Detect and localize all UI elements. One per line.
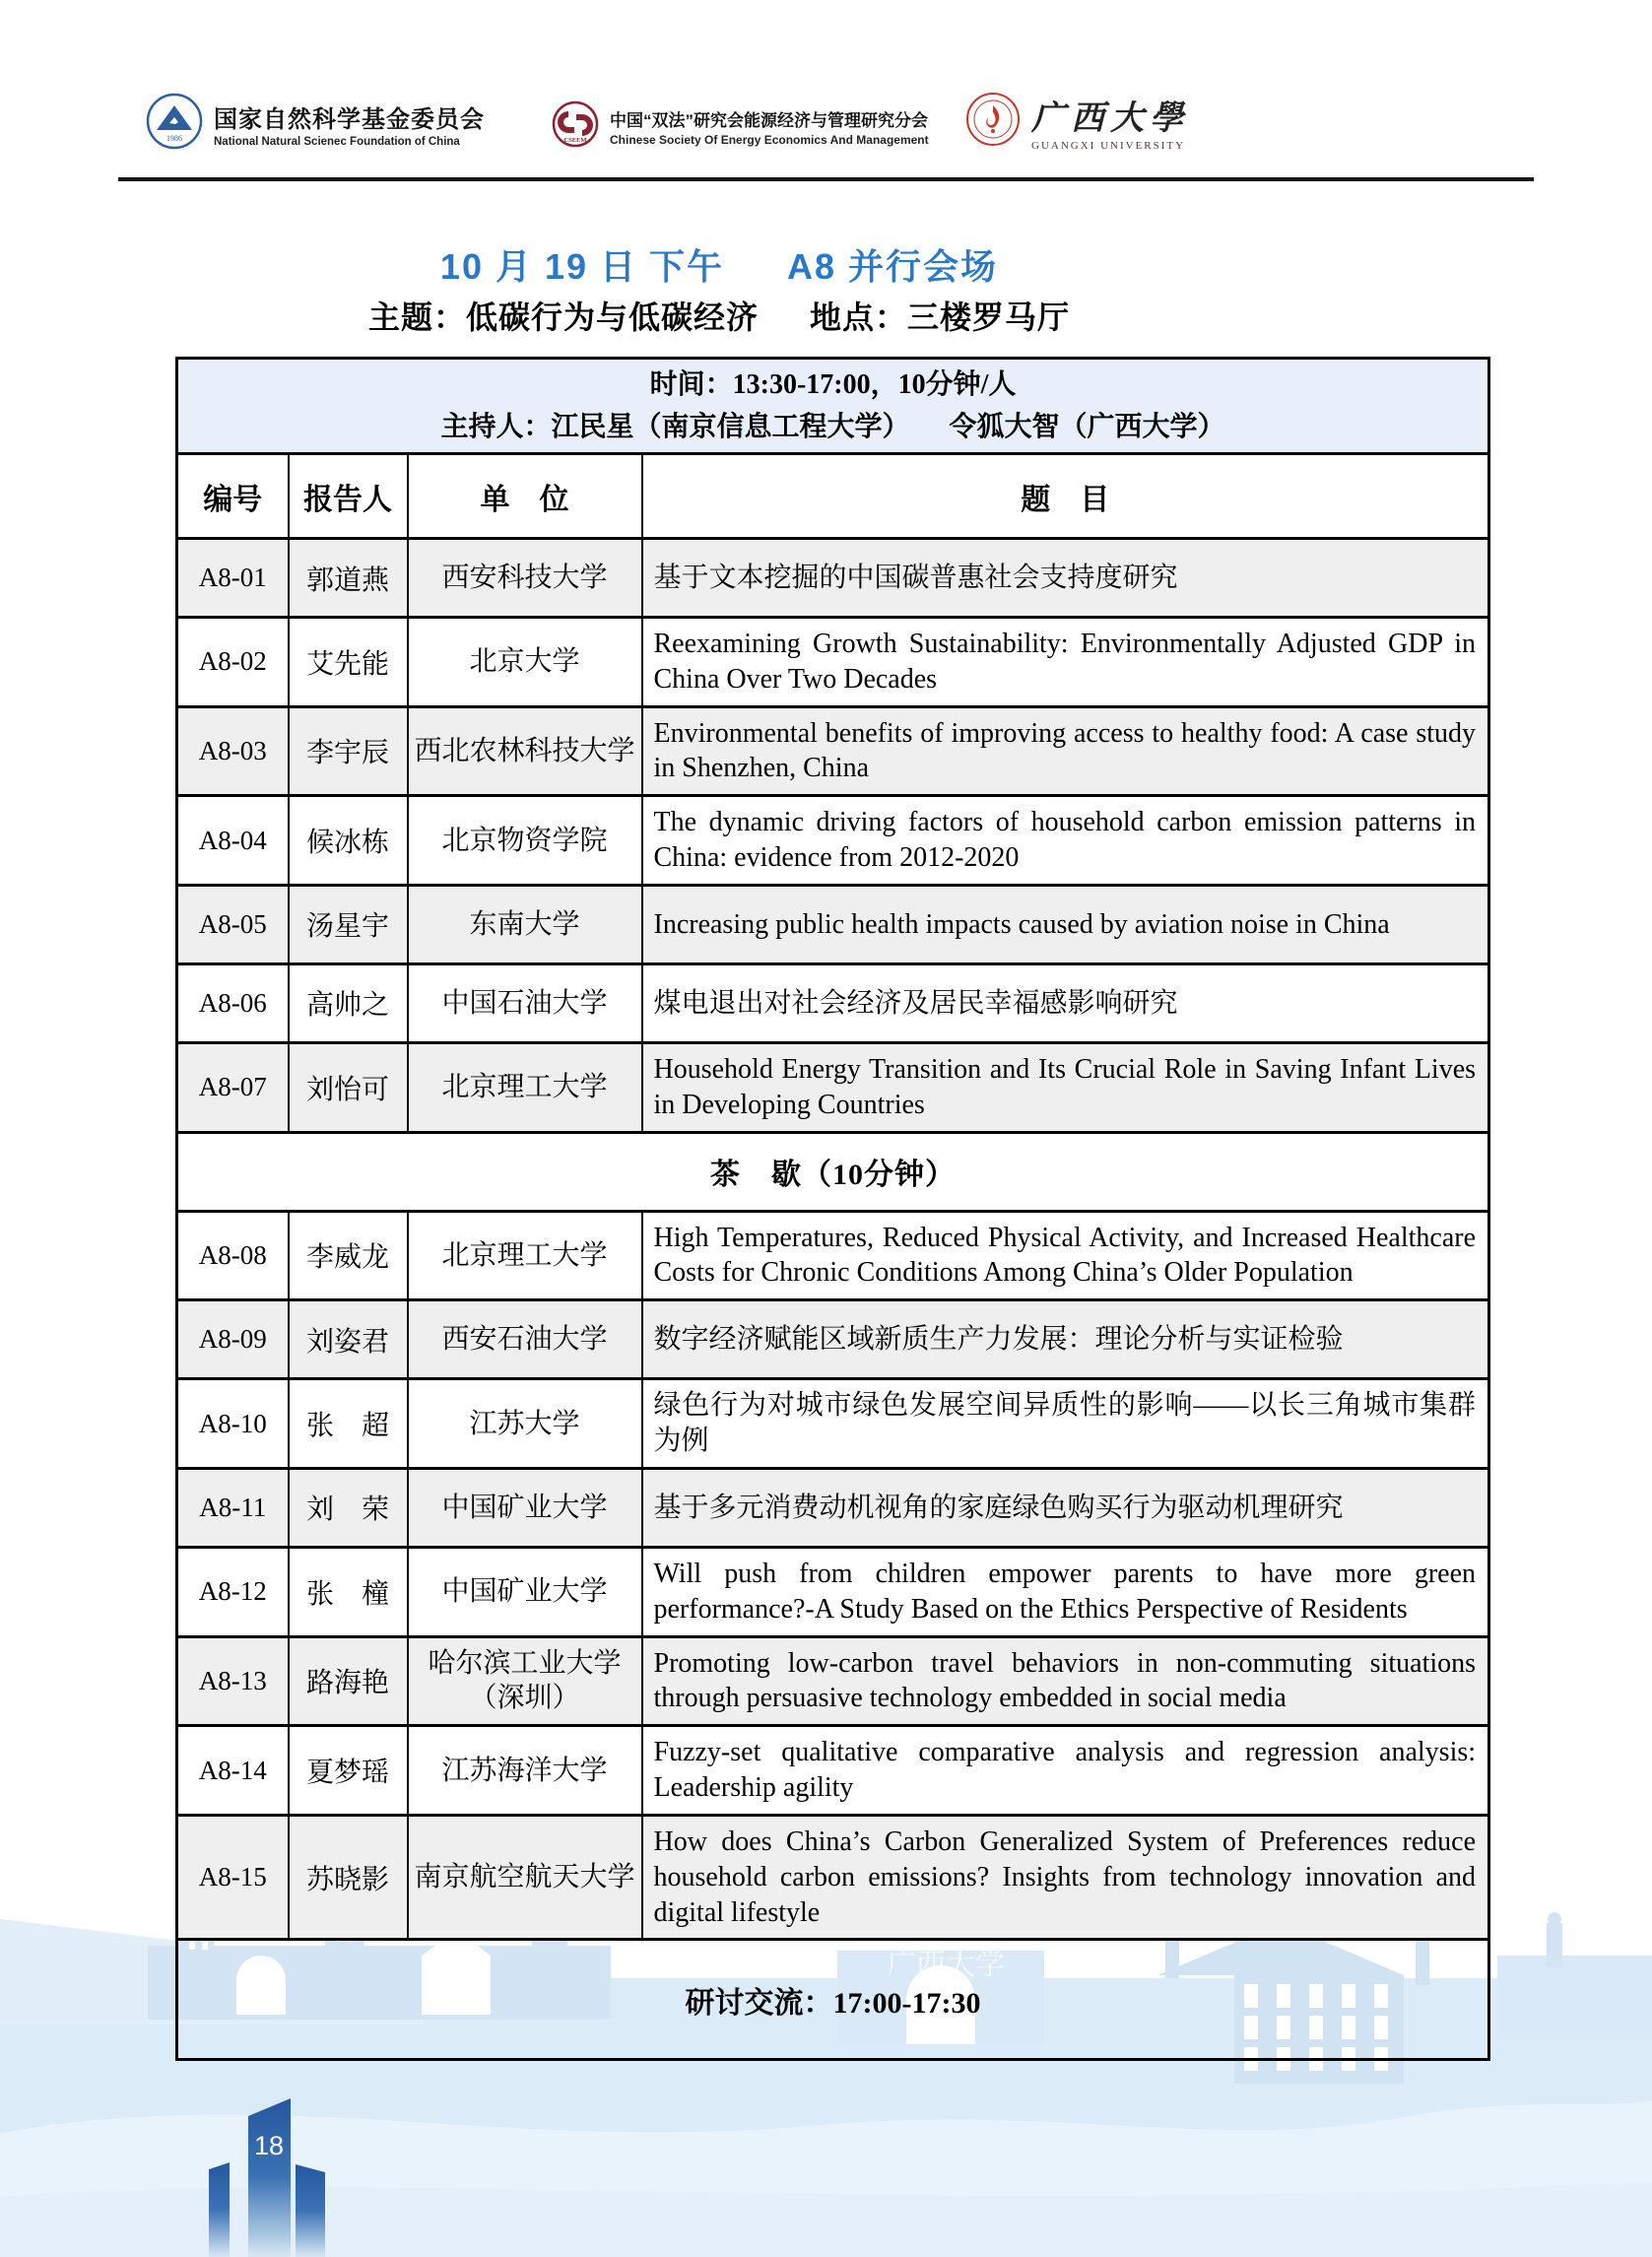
- session-topic: 主题：低碳行为与低碳经济: [367, 299, 759, 335]
- affiliation: 西安石油大学: [408, 1300, 642, 1379]
- affiliation: 江苏海洋大学: [408, 1726, 642, 1816]
- row-id: A8-10: [177, 1379, 289, 1469]
- header-divider: [118, 177, 1534, 181]
- row-id: A8-15: [177, 1815, 289, 1939]
- row-id: A8-08: [177, 1211, 289, 1300]
- affiliation: 北京物资学院: [408, 796, 642, 886]
- paper-title: 数字经济赋能区域新质生产力发展：理论分析与实证检验: [642, 1300, 1489, 1379]
- table-row: [177, 706, 1489, 796]
- cseem-logo: [552, 100, 929, 153]
- table-row: [177, 1726, 1489, 1816]
- table-row: [177, 1636, 1489, 1726]
- row-id: A8-14: [177, 1726, 289, 1816]
- row-id: A8-11: [177, 1468, 289, 1547]
- table-row: [177, 796, 1489, 886]
- session-info-cell: [177, 359, 1489, 454]
- affiliation: 江苏大学: [408, 1379, 642, 1469]
- column-header-title: 题 目: [642, 454, 1489, 539]
- paper-title: 基于文本挖掘的中国碳普惠社会支持度研究: [642, 539, 1489, 618]
- program-table-body: [177, 539, 1489, 2060]
- presenter-name: 汤星宇: [289, 885, 408, 963]
- row-id: A8-05: [177, 885, 289, 963]
- chair-2: 令狐大智（广西大学）: [949, 412, 1225, 442]
- paper-title: 基于多元消费动机视角的家庭绿色购买行为驱动机理研究: [642, 1468, 1489, 1547]
- table-row: [177, 1379, 1489, 1469]
- paper-title: 绿色行为对城市绿色发展空间异质性的影响——以长三角城市集群为例: [642, 1379, 1489, 1469]
- session-title: [0, 239, 1438, 290]
- break-row: [177, 1132, 1489, 1211]
- presenter-name: 张 超: [289, 1379, 408, 1469]
- affiliation: 哈尔滨工业大学（深圳）: [408, 1636, 642, 1726]
- affiliation: 东南大学: [408, 885, 642, 963]
- affiliation: 北京理工大学: [408, 1042, 642, 1132]
- paper-title: Reexamining Growth Sustainability: Environmentally Adjusted GDP in China Over Two Decades: [642, 618, 1489, 707]
- presenter-name: 夏梦瑶: [289, 1726, 408, 1816]
- paper-title: High Temperatures, Reduced Physical Activity, and Increased Healthcare Costs for Chronic Conditions Among China’s Older Population: [642, 1211, 1489, 1300]
- column-header-presenter: 报告人: [289, 454, 408, 539]
- session-info-row: [177, 359, 1489, 454]
- row-id: A8-07: [177, 1042, 289, 1132]
- page-number-building: [192, 2084, 340, 2257]
- table-row: [177, 1042, 1489, 1132]
- svg-text:1986: 1986: [166, 134, 182, 143]
- page-number: 18: [253, 2131, 285, 2160]
- paper-title: Promoting low-carbon travel behaviors in non-commuting situations through persuasive technology embedded in social media: [642, 1636, 1489, 1726]
- column-header-id: 编号: [177, 454, 289, 539]
- chair-1: 主持人：江民星（南京信息工程大学）: [440, 412, 910, 442]
- affiliation: 中国石油大学: [408, 963, 642, 1042]
- row-id: A8-03: [177, 706, 289, 796]
- presenter-name: 李宇辰: [289, 706, 408, 796]
- closing-label: 研讨交流：17:00-17:30: [177, 1940, 1489, 2060]
- gxu-name-en: GUANGXI UNIVERSITY: [1031, 140, 1186, 152]
- presenter-name: 张 橦: [289, 1547, 408, 1636]
- session-location: 地点：三楼罗马厅: [810, 299, 1071, 335]
- table-row: [177, 1468, 1489, 1547]
- paper-title: Fuzzy-set qualitative comparative analysis and regression analysis: Leadership agility: [642, 1726, 1489, 1816]
- watermark-text: 广西大学: [887, 1949, 1005, 1981]
- paper-title: Increasing public health impacts caused by aviation noise in China: [642, 885, 1489, 963]
- row-id: A8-13: [177, 1636, 289, 1726]
- table-row: [177, 618, 1489, 707]
- closing-row: [177, 1940, 1489, 2060]
- affiliation: 南京航空航天大学: [408, 1815, 642, 1939]
- paper-title: How does China’s Carbon Generalized System of Preferences reduce household carbon emissions? Insights from technology innovation and digital lifestyle: [642, 1815, 1489, 1939]
- affiliation: 中国矿业大学: [408, 1547, 642, 1636]
- presenter-name: 苏晓影: [289, 1815, 408, 1939]
- session-chairs: [178, 406, 1487, 448]
- program-table: [175, 357, 1490, 2061]
- presenter-name: 高帅之: [289, 963, 408, 1042]
- table-row: [177, 963, 1489, 1042]
- paper-title: The dynamic driving factors of household carbon emission patterns in China: evidence from 2012-2020: [642, 796, 1489, 886]
- presenter-name: 刘怡可: [289, 1042, 408, 1132]
- affiliation: 北京理工大学: [408, 1211, 642, 1300]
- presenter-name: 郭道燕: [289, 539, 408, 618]
- presenter-name: 路海艳: [289, 1636, 408, 1726]
- row-id: A8-12: [177, 1547, 289, 1636]
- table-row: [177, 885, 1489, 963]
- row-id: A8-01: [177, 539, 289, 618]
- session-date: 10 月 19 日 下午: [439, 246, 725, 287]
- paper-title: Environmental benefits of improving access to healthy food: A case study in Shenzhen, China: [642, 706, 1489, 796]
- presenter-name: 候冰栋: [289, 796, 408, 886]
- row-id: A8-06: [177, 963, 289, 1042]
- table-row: [177, 1211, 1489, 1300]
- column-header-row: [177, 454, 1489, 539]
- presenter-name: 刘姿君: [289, 1300, 408, 1379]
- skyscraper-icon: [192, 2084, 340, 2257]
- affiliation: 中国矿业大学: [408, 1468, 642, 1547]
- paper-title: 煤电退出对社会经济及居民幸福感影响研究: [642, 963, 1489, 1042]
- cseem-name-en: Chinese Society Of Energy Economics And Management: [610, 133, 929, 147]
- gxu-name-zh: 广西大學: [1031, 100, 1189, 137]
- gxu-logo: [965, 91, 1189, 152]
- paper-title: Household Energy Transition and Its Crucial Role in Saving Infant Lives in Developing Countries: [642, 1042, 1489, 1132]
- affiliation: 西安科技大学: [408, 539, 642, 618]
- presenter-name: 刘 荣: [289, 1468, 408, 1547]
- table-row: [177, 1300, 1489, 1379]
- topic-line: [0, 293, 1438, 338]
- nsfc-name-en: National Natural Scienec Foundation of China: [214, 136, 460, 148]
- nsfc-logo: [146, 93, 485, 155]
- table-row: [177, 1815, 1489, 1939]
- cseem-seal-icon: [552, 100, 599, 153]
- gxu-seal-icon: [965, 92, 1021, 152]
- paper-title: Will push from children empower parents to have more green performance?-A Study Based on the Ethics Perspective of Residents: [642, 1547, 1489, 1636]
- table-row: [177, 539, 1489, 618]
- cseem-name-zh: 中国“双法”研究会能源经济与管理研究分会: [610, 111, 928, 130]
- affiliation: 北京大学: [408, 618, 642, 707]
- svg-text:CSEEM: CSEEM: [563, 137, 587, 144]
- nsfc-name-zh: 国家自然科学基金委员会: [214, 106, 485, 133]
- column-header-affiliation: 单 位: [408, 454, 642, 539]
- nsfc-seal-icon: [146, 93, 203, 155]
- row-id: A8-02: [177, 618, 289, 707]
- session-time: 时间：13:30-17:00，10分钟/人: [649, 369, 1017, 400]
- break-label: 茶 歇（10分钟）: [177, 1132, 1489, 1211]
- affiliation: 西北农林科技大学: [408, 706, 642, 796]
- row-id: A8-09: [177, 1300, 289, 1379]
- presenter-name: 李威龙: [289, 1211, 408, 1300]
- presenter-name: 艾先能: [289, 618, 408, 707]
- logo-header: [118, 83, 1534, 177]
- row-id: A8-04: [177, 796, 289, 886]
- table-row: [177, 1547, 1489, 1636]
- session-venue-code: A8 并行会场: [787, 246, 999, 287]
